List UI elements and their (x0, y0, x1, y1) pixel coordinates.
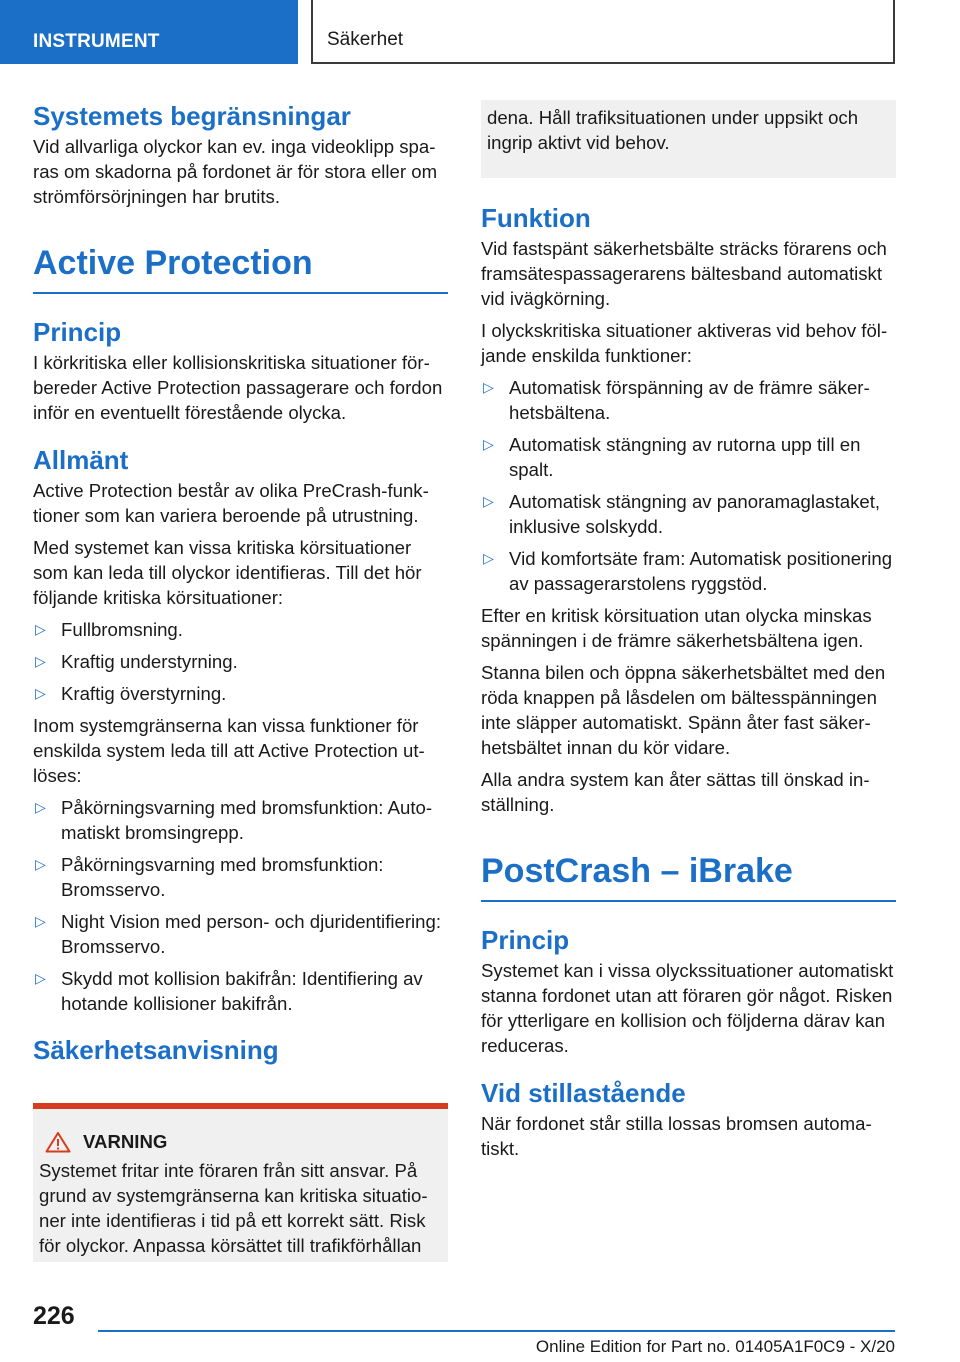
situations-list (33, 617, 448, 706)
function-text-3: Efter en kritisk körsituation utan olycka minskas spänningen i de främre säkerhetsbältena igen. (481, 605, 872, 651)
function-text-2: I olyckskritiska situationer aktiveras vid behov följande enskilda funktioner: (481, 320, 888, 366)
principle2-heading: Princip (481, 925, 570, 955)
limits-paragraph: Inom systemgränserna kan vissa funktioner för enskilda system leda till att Active Protection utlöses: (33, 715, 425, 786)
postcrash-heading: PostCrash – iBrake (481, 850, 896, 902)
triangle-bullet-icon: ▷ (483, 493, 494, 509)
function-heading: Funktion (481, 203, 591, 233)
list-item: ▷ Automatisk stängning av panoramaglastaket, inklusive solskydd. (483, 491, 881, 537)
warning-box (33, 1103, 448, 1262)
warning-title (39, 1131, 440, 1153)
list-item: ▷ Skydd mot kollision bakifrån: Identifiering av hotande kollisioner bakifrån. (35, 968, 423, 1014)
active-protection-heading: Active Protection (33, 242, 448, 294)
list-item: ▷ Kraftig understyrning. (35, 651, 238, 672)
list-item: ▷ Vid komfortsäte fram: Automatisk positionering av passagerarstolens ryggstöd. (483, 548, 893, 594)
limits-heading: Systemets begränsningar (33, 101, 351, 131)
list-item: ▷ Påkörningsvarning med bromsfunktion: Automatiskt bromsingrepp. (35, 797, 433, 843)
triangle-bullet-icon: ▷ (35, 799, 46, 815)
page-number: 226 (33, 1302, 75, 1330)
warning-label: VARNING (83, 1131, 168, 1152)
warning-box-continued (481, 100, 896, 178)
triangle-bullet-icon: ▷ (35, 913, 46, 929)
list-item: ▷ Kraftig överstyrning. (35, 683, 227, 704)
triangle-bullet-icon: ▷ (35, 970, 46, 986)
footer-divider (98, 1330, 895, 1332)
footer-edition: Online Edition for Part no. 01405A1F0C9 - X/20 (535, 1337, 895, 1356)
functions-list (481, 375, 896, 596)
principle-heading: Princip (33, 317, 122, 347)
list-item: ▷ Night Vision med person- och djuridentifiering: Bromsservo. (35, 911, 442, 957)
warning-triangle-icon (45, 1131, 71, 1153)
standstill-heading: Vid stillastående (481, 1078, 686, 1108)
list-item: ▷ Automatisk stängning av rutorna upp till en spalt. (483, 434, 861, 480)
left-column (33, 100, 448, 1068)
right-column (481, 100, 896, 1168)
list-item: ▷ Påkörningsvarning med bromsfunktion: Bromsservo. (35, 854, 384, 900)
triggers-list (33, 795, 448, 1016)
function-text-5: Alla andra system kan åter sättas till önskad inställning. (481, 769, 870, 815)
safety-heading: Säkerhetsanvisning (33, 1035, 279, 1065)
warning-text: Systemet fritar inte föraren från sitt ansvar. På grund av systemgränserna kan kritiska situationer inte identifieras i tid på ett korrekt sätt. Risk för olyckor. Anpassa körsättet till trafikförhållan (39, 1160, 428, 1256)
triangle-bullet-icon: ▷ (35, 685, 46, 701)
function-text-4: Stanna bilen och öppna säkerhetsbältet med den röda knappen på låsdelen om bältesspänningen inte släpper automatiskt. Spänn åter fast säkerhetsbältet innan du kör vidare. (481, 662, 886, 758)
section-tab[interactable]: INSTRUMENT (0, 0, 298, 64)
general-text-2: Med systemet kan vissa kritiska körsituationer som kan leda till olyckor identifieras. Till det hör följande kritiska körsituationer: (33, 537, 422, 608)
triangle-bullet-icon: ▷ (35, 856, 46, 872)
principle2-text: Systemet kan i vissa olyckssituationer automatiskt stanna fordonet utan att föraren gör något. Risken för ytterligare en kollision och följderna därav kan reduceras. (481, 960, 894, 1056)
triangle-bullet-icon: ▷ (35, 653, 46, 669)
principle-text: I körkritiska eller kollisionskritiska situationer förbereder Active Protection passagerare och fordon inför en eventuellt förestående olycka. (33, 352, 443, 423)
list-item: ▷ Fullbromsning. (35, 619, 183, 640)
general-text-1: Active Protection består av olika PreCrash-funktioner som kan variera beroende på utrustning. (33, 480, 429, 526)
list-item: ▷ Automatisk förspänning av de främre säkerhetsbältena. (483, 377, 870, 423)
triangle-bullet-icon: ▷ (483, 436, 494, 452)
function-text-1: Vid fastspänt säkerhetsbälte sträcks förarens och framsätespassagerarens bältesband automatiskt vid ivägkörning. (481, 238, 887, 309)
standstill-text: När fordonet står stilla lossas bromsen automatiskt. (481, 1113, 872, 1159)
limits-text: Vid allvarliga olyckor kan ev. inga videoklipp sparas om skadorna på fordonet är för stora eller om strömförsörjningen har brutits. (33, 136, 438, 207)
triangle-bullet-icon: ▷ (483, 379, 494, 395)
triangle-bullet-icon: ▷ (483, 550, 494, 566)
warning-continued-text: dena. Håll trafiksituationen under uppsikt och ingrip aktivt vid behov. (487, 107, 859, 153)
general-heading: Allmänt (33, 445, 129, 475)
chapter-header: Säkerhet (311, 0, 895, 64)
triangle-bullet-icon: ▷ (35, 621, 46, 637)
